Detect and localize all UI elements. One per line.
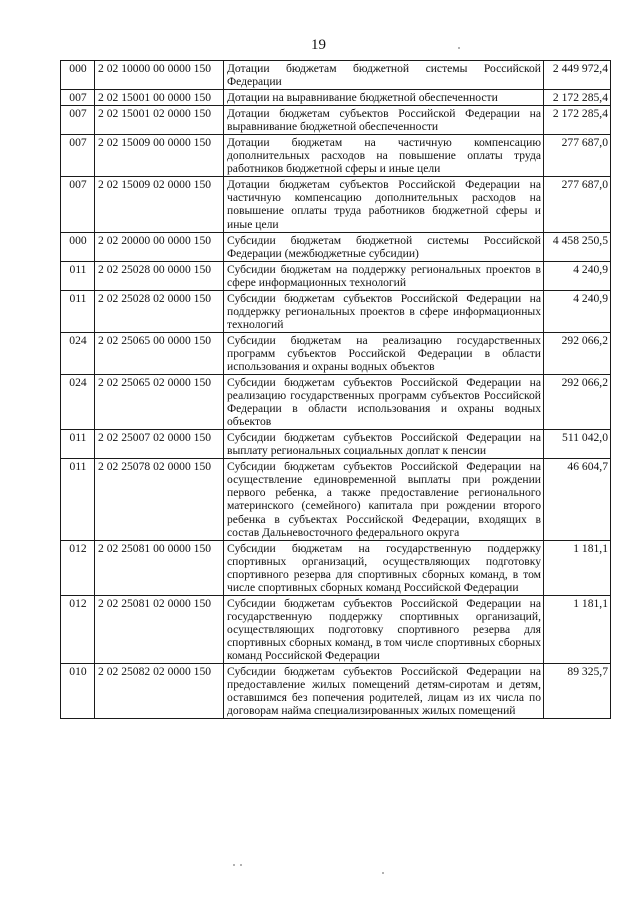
table-row xyxy=(61,375,611,430)
budget-classification-code-cell: 2 02 15009 02 0000 150 xyxy=(95,177,224,232)
amount-cell: 2 172 285,4 xyxy=(544,90,611,106)
budget-classification-code-cell: 2 02 25065 02 0000 150 xyxy=(95,375,224,430)
amount-cell: 277 687,0 xyxy=(544,135,611,177)
budget-classification-code-cell: 2 02 25065 00 0000 150 xyxy=(95,332,224,374)
revenue-name-cell: Субсидии бюджетам субъектов Российской Федерации на государственную поддержку спортивных организаций, осуществляющих подготовку спортивного резерва для спортивных сборных команд, в том числе спортивных сборных команд Российской Федерации xyxy=(224,595,544,663)
amount-cell: 2 172 285,4 xyxy=(544,106,611,135)
table-row xyxy=(61,664,611,719)
revenue-name-cell: Субсидии бюджетам на поддержку региональных проектов в сфере информационных технологий xyxy=(224,261,544,290)
revenue-name-cell: Субсидии бюджетам на государственную поддержку спортивных организаций, осуществляющих подготовку спортивного резерва для спортивных сборных команд, в том числе спортивных сборных команд Российской Федерации xyxy=(224,540,544,595)
revenue-name-cell: Субсидии бюджетам бюджетной системы Российской Федерации (межбюджетные субсидии) xyxy=(224,232,544,261)
budget-classification-code-cell: 2 02 25007 02 0000 150 xyxy=(95,430,224,459)
revenue-name-cell: Дотации на выравнивание бюджетной обеспеченности xyxy=(224,90,544,106)
budget-classification-code-cell: 2 02 10000 00 0000 150 xyxy=(95,61,224,90)
admin-code-cell: 011 xyxy=(61,261,95,290)
table-row xyxy=(61,177,611,232)
budget-classification-code-cell: 2 02 15009 00 0000 150 xyxy=(95,135,224,177)
budget-classification-code-cell: 2 02 25078 02 0000 150 xyxy=(95,459,224,540)
admin-code-cell: 007 xyxy=(61,135,95,177)
table-row xyxy=(61,540,611,595)
revenue-name-cell: Дотации бюджетам на частичную компенсацию дополнительных расходов на повышение оплаты труда работников бюджетной сферы и иные цели xyxy=(224,135,544,177)
table-row xyxy=(61,90,611,106)
budget-classification-code-cell: 2 02 25028 02 0000 150 xyxy=(95,290,224,332)
amount-cell: 4 240,9 xyxy=(544,261,611,290)
table-row xyxy=(61,459,611,540)
budget-table-body xyxy=(61,61,611,719)
admin-code-cell: 011 xyxy=(61,290,95,332)
budget-classification-code-cell: 2 02 15001 02 0000 150 xyxy=(95,106,224,135)
table-row xyxy=(61,290,611,332)
revenue-name-cell: Дотации бюджетам субъектов Российской Федерации на выравнивание бюджетной обеспеченности xyxy=(224,106,544,135)
amount-cell: 89 325,7 xyxy=(544,664,611,719)
table-row xyxy=(61,261,611,290)
amount-cell: 292 066,2 xyxy=(544,375,611,430)
admin-code-cell: 000 xyxy=(61,61,95,90)
budget-classification-code-cell: 2 02 20000 00 0000 150 xyxy=(95,232,224,261)
budget-classification-code-cell: 2 02 25028 00 0000 150 xyxy=(95,261,224,290)
table-row xyxy=(61,135,611,177)
admin-code-cell: 000 xyxy=(61,232,95,261)
budget-revenue-table xyxy=(60,60,611,719)
budget-classification-code-cell: 2 02 15001 00 0000 150 xyxy=(95,90,224,106)
revenue-name-cell: Субсидии бюджетам на реализацию государственных программ субъектов Российской Федерации в области использования и охраны водных объектов xyxy=(224,332,544,374)
amount-cell: 1 181,1 xyxy=(544,540,611,595)
revenue-name-cell: Субсидии бюджетам субъектов Российской Федерации на предоставление жилых помещений детям-сиротам и детям, оставшимся без попечения родителей, лицам из их числа по договорам найма специализированных жилых помещений xyxy=(224,664,544,719)
scan-speck xyxy=(233,864,235,866)
amount-cell: 292 066,2 xyxy=(544,332,611,374)
admin-code-cell: 024 xyxy=(61,332,95,374)
amount-cell: 511 042,0 xyxy=(544,430,611,459)
table-row xyxy=(61,332,611,374)
admin-code-cell: 012 xyxy=(61,540,95,595)
revenue-name-cell: Дотации бюджетам субъектов Российской Федерации на частичную компенсацию дополнительных расходов на повышение оплаты труда работников бюджетной сферы и иные цели xyxy=(224,177,544,232)
revenue-name-cell: Дотации бюджетам бюджетной системы Российской Федерации xyxy=(224,61,544,90)
amount-cell: 4 240,9 xyxy=(544,290,611,332)
amount-cell: 46 604,7 xyxy=(544,459,611,540)
budget-classification-code-cell: 2 02 25081 02 0000 150 xyxy=(95,595,224,663)
amount-cell: 277 687,0 xyxy=(544,177,611,232)
revenue-name-cell: Субсидии бюджетам субъектов Российской Федерации на осуществление единовременной выплаты при рождении первого ребенка, а также предоставление регионального материнского (семейного) капитала при рождении второго ребенка в субъектах Российской Федерации, входящих в состав Дальневосточного федерального округа xyxy=(224,459,544,540)
admin-code-cell: 010 xyxy=(61,664,95,719)
admin-code-cell: 007 xyxy=(61,177,95,232)
admin-code-cell: 024 xyxy=(61,375,95,430)
admin-code-cell: 007 xyxy=(61,106,95,135)
amount-cell: 2 449 972,4 xyxy=(544,61,611,90)
page-number: 19 xyxy=(311,37,326,53)
revenue-name-cell: Субсидии бюджетам субъектов Российской Федерации на выплату региональных социальных доплат к пенсии xyxy=(224,430,544,459)
table-row xyxy=(61,430,611,459)
admin-code-cell: 011 xyxy=(61,430,95,459)
scan-speck xyxy=(382,872,384,874)
scan-speck xyxy=(240,864,242,866)
revenue-name-cell: Субсидии бюджетам субъектов Российской Федерации на поддержку региональных проектов в сфере информационных технологий xyxy=(224,290,544,332)
amount-cell: 1 181,1 xyxy=(544,595,611,663)
table-row xyxy=(61,106,611,135)
admin-code-cell: 007 xyxy=(61,90,95,106)
scan-speck xyxy=(458,47,460,49)
table-row xyxy=(61,232,611,261)
budget-classification-code-cell: 2 02 25081 00 0000 150 xyxy=(95,540,224,595)
amount-cell: 4 458 250,5 xyxy=(544,232,611,261)
admin-code-cell: 012 xyxy=(61,595,95,663)
table-row xyxy=(61,61,611,90)
budget-classification-code-cell: 2 02 25082 02 0000 150 xyxy=(95,664,224,719)
table-row xyxy=(61,595,611,663)
revenue-name-cell: Субсидии бюджетам субъектов Российской Федерации на реализацию государственных программ субъектов Российской Федерации в области использования и охраны водных объектов xyxy=(224,375,544,430)
admin-code-cell: 011 xyxy=(61,459,95,540)
